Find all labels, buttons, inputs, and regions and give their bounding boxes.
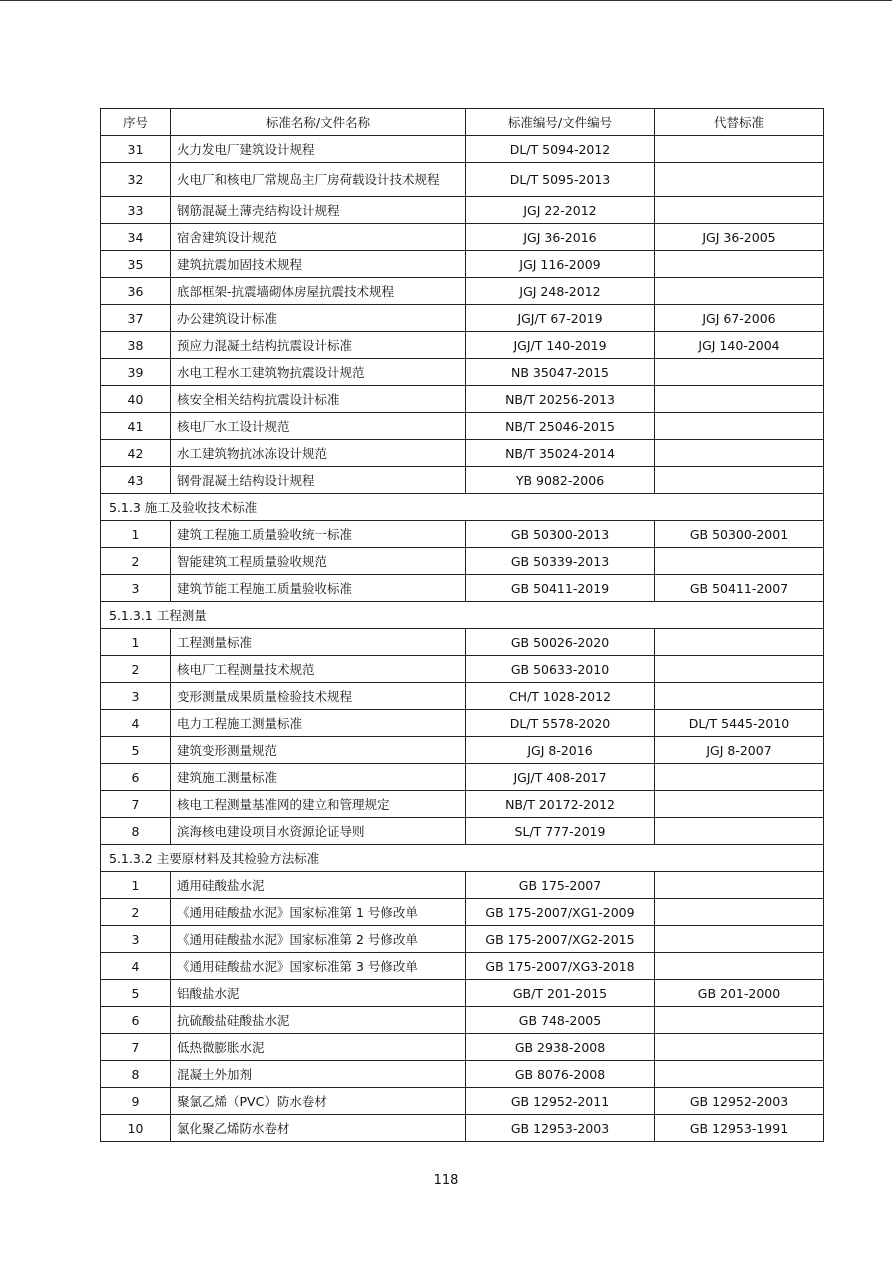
replaced-standard: GB 12952-2003	[655, 1088, 824, 1115]
table-row	[101, 521, 824, 548]
row-number: 39	[101, 359, 171, 386]
replaced-standard	[655, 818, 824, 845]
table-row	[101, 737, 824, 764]
table-row	[101, 359, 824, 386]
table-row	[101, 224, 824, 251]
row-number: 31	[101, 136, 171, 163]
standard-code: JGJ 22-2012	[466, 197, 655, 224]
standard-code: JGJ/T 67-2019	[466, 305, 655, 332]
row-number: 2	[101, 548, 171, 575]
standard-name: 核电工程测量基准网的建立和管理规定	[171, 791, 466, 818]
row-number: 2	[101, 899, 171, 926]
row-number: 5	[101, 980, 171, 1007]
replaced-standard: GB 201-2000	[655, 980, 824, 1007]
standard-name: 工程测量标准	[171, 629, 466, 656]
standard-name: 《通用硅酸盐水泥》国家标准第 1 号修改单	[171, 899, 466, 926]
section-row	[101, 845, 824, 872]
replaced-standard	[655, 197, 824, 224]
section-heading: 5.1.3.2 主要原材料及其检验方法标准	[101, 845, 824, 872]
standard-name: 建筑工程施工质量验收统一标准	[171, 521, 466, 548]
replaced-standard	[655, 791, 824, 818]
replaced-standard	[655, 1034, 824, 1061]
row-number: 4	[101, 710, 171, 737]
table-row	[101, 332, 824, 359]
standard-code: GB 50633-2010	[466, 656, 655, 683]
standard-code: YB 9082-2006	[466, 467, 655, 494]
replaced-standard	[655, 953, 824, 980]
table-row	[101, 818, 824, 845]
table-row	[101, 163, 824, 197]
table-row	[101, 1115, 824, 1142]
table-row	[101, 953, 824, 980]
standard-name: 建筑节能工程施工质量验收标准	[171, 575, 466, 602]
replaced-standard	[655, 872, 824, 899]
replaced-standard: JGJ 67-2006	[655, 305, 824, 332]
table-row	[101, 899, 824, 926]
header-code: 标准编号/文件编号	[466, 109, 655, 136]
replaced-standard: JGJ 36-2005	[655, 224, 824, 251]
replaced-standard	[655, 386, 824, 413]
row-number: 36	[101, 278, 171, 305]
replaced-standard	[655, 163, 824, 197]
header-no: 序号	[101, 109, 171, 136]
table-row	[101, 386, 824, 413]
row-number: 3	[101, 683, 171, 710]
standard-name: 核安全相关结构抗震设计标准	[171, 386, 466, 413]
row-number: 38	[101, 332, 171, 359]
row-number: 43	[101, 467, 171, 494]
row-number: 2	[101, 656, 171, 683]
replaced-standard	[655, 1061, 824, 1088]
standard-name: 钢筋混凝土薄壳结构设计规程	[171, 197, 466, 224]
replaced-standard	[655, 251, 824, 278]
standard-code: NB/T 20256-2013	[466, 386, 655, 413]
table-body	[101, 136, 824, 1142]
row-number: 1	[101, 629, 171, 656]
section-heading: 5.1.3.1 工程测量	[101, 602, 824, 629]
replaced-standard: GB 12953-1991	[655, 1115, 824, 1142]
standard-name: 聚氯乙烯（PVC）防水卷材	[171, 1088, 466, 1115]
standard-code: JGJ/T 408-2017	[466, 764, 655, 791]
table-row	[101, 548, 824, 575]
standard-code: JGJ/T 140-2019	[466, 332, 655, 359]
standard-code: JGJ 8-2016	[466, 737, 655, 764]
standard-code: NB 35047-2015	[466, 359, 655, 386]
page-number: 118	[433, 1173, 459, 1188]
row-number: 8	[101, 1061, 171, 1088]
standard-name: 水工建筑物抗冰冻设计规范	[171, 440, 466, 467]
standard-code: NB/T 35024-2014	[466, 440, 655, 467]
replaced-standard	[655, 548, 824, 575]
row-number: 32	[101, 163, 171, 197]
table-row	[101, 656, 824, 683]
standard-name: 建筑变形测量规范	[171, 737, 466, 764]
table-row	[101, 1088, 824, 1115]
row-number: 9	[101, 1088, 171, 1115]
standard-code: JGJ 36-2016	[466, 224, 655, 251]
standard-name: 混凝土外加剂	[171, 1061, 466, 1088]
standard-code: GB 12953-2003	[466, 1115, 655, 1142]
section-heading: 5.1.3 施工及验收技术标准	[101, 494, 824, 521]
table-row	[101, 467, 824, 494]
table-row	[101, 683, 824, 710]
standard-code: GB 175-2007/XG3-2018	[466, 953, 655, 980]
table-row	[101, 440, 824, 467]
standard-name: 变形测量成果质量检验技术规程	[171, 683, 466, 710]
replaced-standard: GB 50411-2007	[655, 575, 824, 602]
table-row	[101, 305, 824, 332]
replaced-standard	[655, 359, 824, 386]
standard-name: 底部框架-抗震墙砌体房屋抗震技术规程	[171, 278, 466, 305]
table-row	[101, 136, 824, 163]
table-row	[101, 251, 824, 278]
replaced-standard: JGJ 140-2004	[655, 332, 824, 359]
standard-code: GB 175-2007	[466, 872, 655, 899]
row-number: 7	[101, 1034, 171, 1061]
row-number: 40	[101, 386, 171, 413]
standard-code: SL/T 777-2019	[466, 818, 655, 845]
standard-name: 核电厂水工设计规范	[171, 413, 466, 440]
row-number: 1	[101, 521, 171, 548]
standard-code: GB 8076-2008	[466, 1061, 655, 1088]
standard-code: GB 50411-2019	[466, 575, 655, 602]
standard-name: 钢骨混凝土结构设计规程	[171, 467, 466, 494]
standard-name: 《通用硅酸盐水泥》国家标准第 2 号修改单	[171, 926, 466, 953]
standard-name: 《通用硅酸盐水泥》国家标准第 3 号修改单	[171, 953, 466, 980]
standard-code: GB 12952-2011	[466, 1088, 655, 1115]
standard-name: 氯化聚乙烯防水卷材	[171, 1115, 466, 1142]
replaced-standard	[655, 926, 824, 953]
replaced-standard	[655, 683, 824, 710]
row-number: 41	[101, 413, 171, 440]
standards-table	[100, 108, 824, 1142]
row-number: 34	[101, 224, 171, 251]
standard-name: 电力工程施工测量标准	[171, 710, 466, 737]
row-number: 1	[101, 872, 171, 899]
standard-name: 铝酸盐水泥	[171, 980, 466, 1007]
row-number: 10	[101, 1115, 171, 1142]
row-number: 6	[101, 1007, 171, 1034]
standard-name: 建筑抗震加固技术规程	[171, 251, 466, 278]
replaced-standard	[655, 899, 824, 926]
replaced-standard: GB 50300-2001	[655, 521, 824, 548]
row-number: 3	[101, 575, 171, 602]
table-row	[101, 926, 824, 953]
table-row	[101, 1061, 824, 1088]
standard-code: JGJ 248-2012	[466, 278, 655, 305]
standard-name: 火电厂和核电厂常规岛主厂房荷载设计技术规程	[171, 163, 466, 197]
table-row	[101, 278, 824, 305]
row-number: 42	[101, 440, 171, 467]
replaced-standard	[655, 413, 824, 440]
row-number: 35	[101, 251, 171, 278]
replaced-standard	[655, 278, 824, 305]
table-row	[101, 980, 824, 1007]
standard-code: CH/T 1028-2012	[466, 683, 655, 710]
row-number: 33	[101, 197, 171, 224]
row-number: 6	[101, 764, 171, 791]
replaced-standard	[655, 764, 824, 791]
row-number: 5	[101, 737, 171, 764]
standard-code: GB 50339-2013	[466, 548, 655, 575]
table-row	[101, 413, 824, 440]
standard-code: NB/T 20172-2012	[466, 791, 655, 818]
standard-code: GB 50300-2013	[466, 521, 655, 548]
standard-name: 宿舍建筑设计规范	[171, 224, 466, 251]
replaced-standard	[655, 656, 824, 683]
header-name: 标准名称/文件名称	[171, 109, 466, 136]
standard-code: DL/T 5095-2013	[466, 163, 655, 197]
standard-code: JGJ 116-2009	[466, 251, 655, 278]
standard-name: 建筑施工测量标准	[171, 764, 466, 791]
replaced-standard	[655, 136, 824, 163]
section-row	[101, 602, 824, 629]
table-row	[101, 1007, 824, 1034]
replaced-standard	[655, 440, 824, 467]
standard-code: GB/T 201-2015	[466, 980, 655, 1007]
replaced-standard: JGJ 8-2007	[655, 737, 824, 764]
row-number: 8	[101, 818, 171, 845]
top-border-line	[0, 0, 892, 1]
standard-name: 滨海核电建设项目水资源论证导则	[171, 818, 466, 845]
replaced-standard	[655, 1007, 824, 1034]
replaced-standard: DL/T 5445-2010	[655, 710, 824, 737]
standard-code: GB 748-2005	[466, 1007, 655, 1034]
standard-name: 抗硫酸盐硅酸盐水泥	[171, 1007, 466, 1034]
standard-name: 办公建筑设计标准	[171, 305, 466, 332]
standard-name: 预应力混凝土结构抗震设计标准	[171, 332, 466, 359]
standard-code: GB 175-2007/XG2-2015	[466, 926, 655, 953]
section-row	[101, 494, 824, 521]
header-replaces: 代替标准	[655, 109, 824, 136]
table-row	[101, 764, 824, 791]
standard-code: GB 50026-2020	[466, 629, 655, 656]
table-row	[101, 1034, 824, 1061]
table-row	[101, 791, 824, 818]
standard-name: 火力发电厂建筑设计规程	[171, 136, 466, 163]
standard-name: 智能建筑工程质量验收规范	[171, 548, 466, 575]
row-number: 7	[101, 791, 171, 818]
table-header-row	[101, 109, 824, 136]
table-row	[101, 575, 824, 602]
standard-name: 水电工程水工建筑物抗震设计规范	[171, 359, 466, 386]
row-number: 3	[101, 926, 171, 953]
replaced-standard	[655, 629, 824, 656]
standard-code: DL/T 5578-2020	[466, 710, 655, 737]
table-row	[101, 197, 824, 224]
standard-code: NB/T 25046-2015	[466, 413, 655, 440]
standard-name: 低热微膨胀水泥	[171, 1034, 466, 1061]
table-row	[101, 710, 824, 737]
standard-code: DL/T 5094-2012	[466, 136, 655, 163]
replaced-standard	[655, 467, 824, 494]
standard-code: GB 2938-2008	[466, 1034, 655, 1061]
standard-name: 核电厂工程测量技术规范	[171, 656, 466, 683]
row-number: 37	[101, 305, 171, 332]
standard-code: GB 175-2007/XG1-2009	[466, 899, 655, 926]
table-row	[101, 629, 824, 656]
table-row	[101, 872, 824, 899]
row-number: 4	[101, 953, 171, 980]
standard-name: 通用硅酸盐水泥	[171, 872, 466, 899]
